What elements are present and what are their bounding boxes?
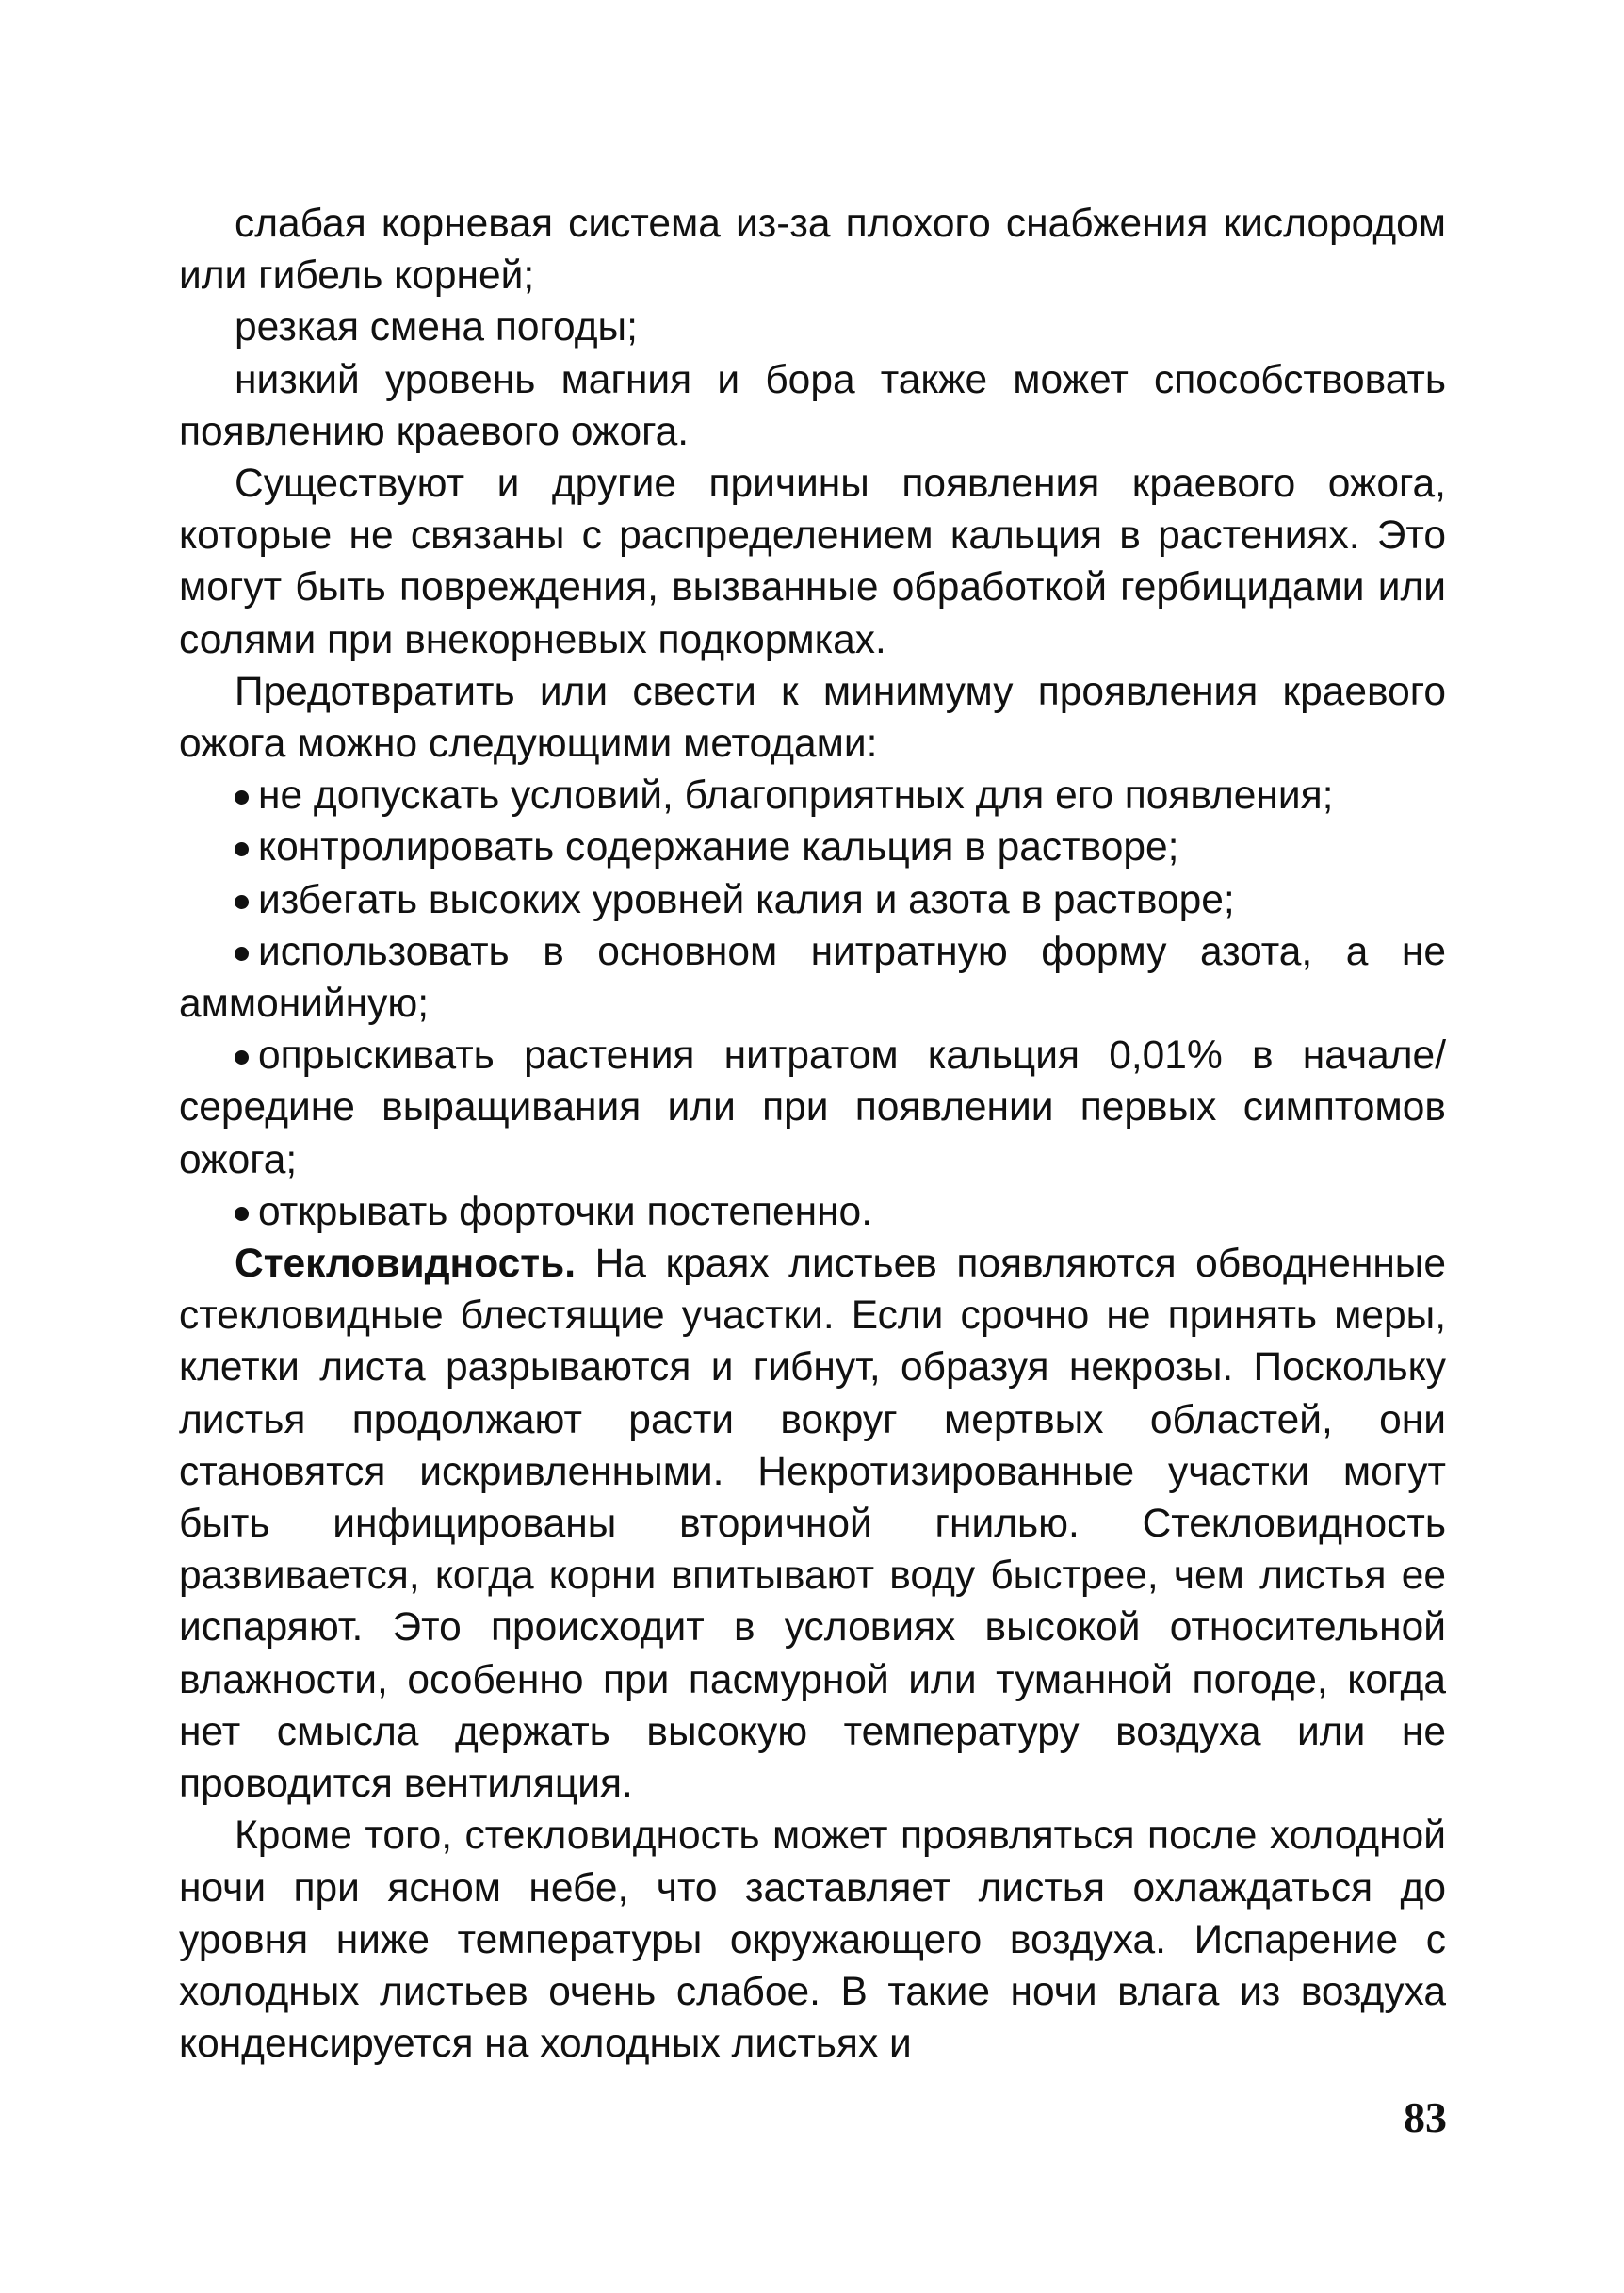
list-item bbox=[179, 1030, 1446, 1186]
paragraph-weather-change: резкая смена погоды; bbox=[235, 305, 638, 350]
list-item-text: опрыскивать растения нитратом кальция 0,01% в начале/середине выращивания или при появлении первых симптомов ожога; bbox=[179, 1033, 1446, 1182]
paragraph-prevention-intro: Предотвратить или свести к минимуму проявления краевого ожога можно следующими методами: bbox=[179, 669, 1446, 767]
bullet-icon bbox=[235, 790, 249, 805]
paragraph-weak-roots: слабая корневая система из-за плохого снабжения кислородом или гибель корней; bbox=[179, 202, 1446, 299]
list-item bbox=[179, 926, 1446, 1030]
paragraph-glassiness bbox=[179, 1238, 1446, 1810]
list-item bbox=[179, 874, 1446, 926]
paragraph-cold-night: Кроме того, стекловидность может проявляться после холодной ночи при ясном небе, что заставляет листья охлаждаться до уровня ниже температуры окружающего воздуха. Испарение с холодных листьев очень слабое. В такие ночи влага из воздуха конденсируется на холодных листьях и bbox=[179, 1813, 1446, 2067]
list-item-text: открывать форточки постепенно. bbox=[258, 1189, 873, 1234]
page-number: 83 bbox=[1404, 2093, 1447, 2141]
list-item bbox=[179, 1186, 1446, 1238]
term-glassiness: Стекловидность. bbox=[235, 1242, 577, 1287]
body-text bbox=[179, 198, 1446, 2070]
list-item bbox=[179, 770, 1446, 821]
bullet-icon bbox=[235, 842, 249, 856]
bullet-icon bbox=[235, 1050, 249, 1065]
bullet-icon bbox=[235, 1207, 249, 1221]
list-item-text: избегать высоких уровней калия и азота в растворе; bbox=[258, 877, 1235, 922]
list-item-text: контролировать содержание кальция в растворе; bbox=[258, 825, 1179, 870]
paragraph-glassiness-text: На краях листьев появляются обводненные стекловидные блестящие участки. Если срочно не принять меры, клетки листа разрываются и гибнут, образуя некрозы. Поскольку листья продолжают расти вокруг мертвых областей, они становятся искривленными. Некротизированные участки могут быть инфицированы вторичной гнилью. Стекловидность развивается, когда корни впитывают воду быстрее, чем листья ее испаряют. Это происходит в условиях высокой относительной влажности, особенно при пасмурной или туманной погоде, когда нет смысла держать высокую температуру воздуха или не проводится вентиляция. bbox=[179, 1242, 1446, 1807]
list-item-text: не допускать условий, благоприятных для его появления; bbox=[258, 773, 1334, 819]
bullet-icon bbox=[235, 947, 249, 961]
list-item bbox=[179, 821, 1446, 873]
bullet-icon bbox=[235, 895, 249, 909]
paragraph-magnesium-boron: низкий уровень магния и бора также может способствовать появлению краевого ожога. bbox=[179, 357, 1446, 454]
list-item-text: использовать в основном нитратную форму азота, а не аммонийную; bbox=[179, 929, 1446, 1027]
paragraph-other-causes: Существуют и другие причины появления краевого ожога, которые не связаны с распределением кальция в растениях. Это могут быть повреждения, вызванные обработкой гербицидами или солями при внекорневых подкормках. bbox=[179, 462, 1446, 662]
